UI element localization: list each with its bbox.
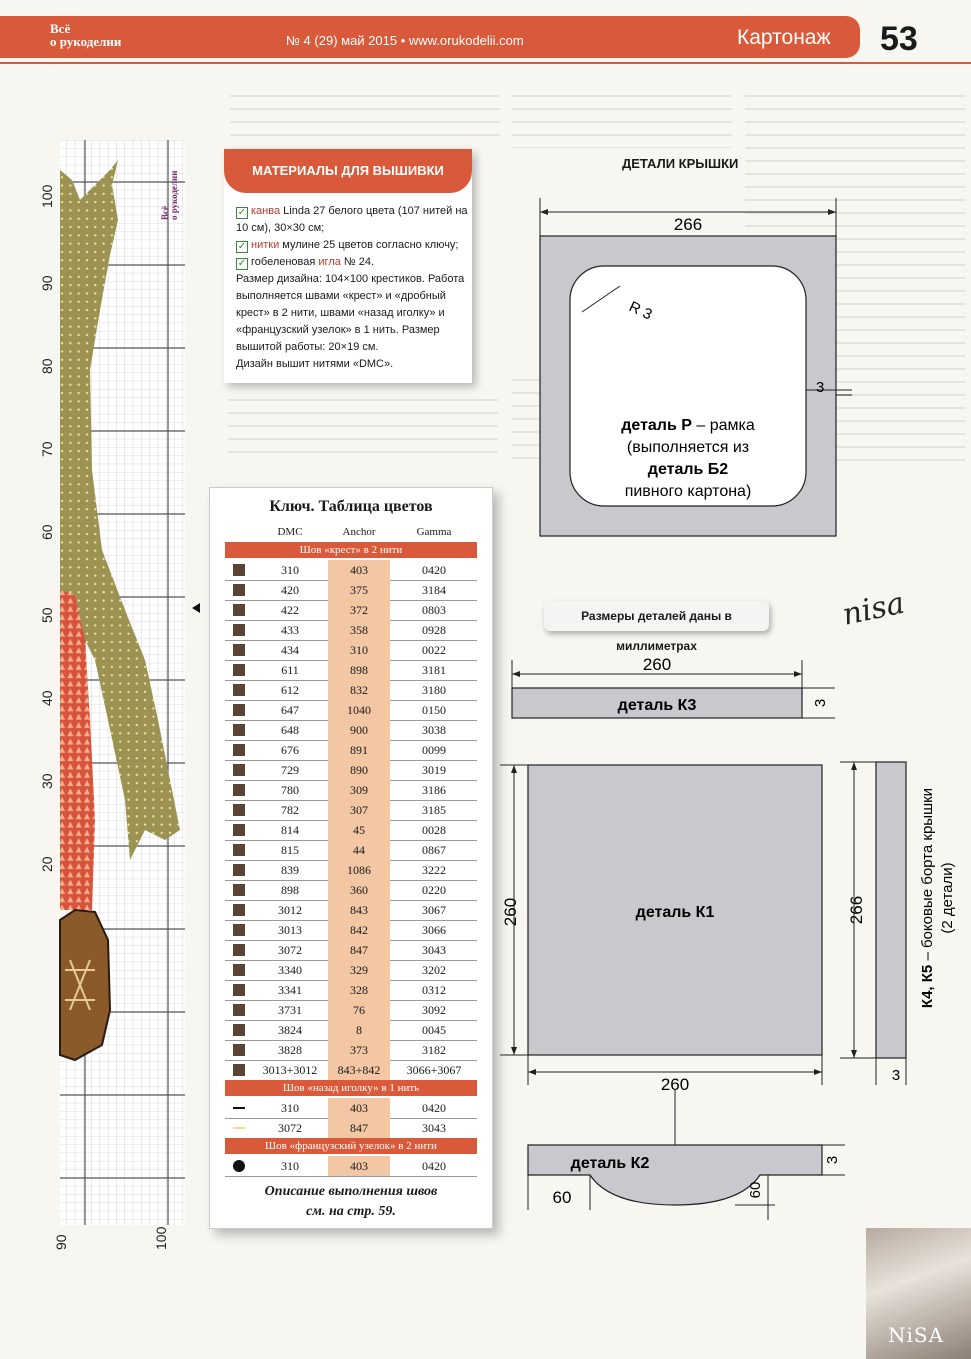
anchor-cell: 360 <box>350 883 368 897</box>
section-cross-stitch: Шов «крест» в 2 нити <box>225 542 477 558</box>
column-header-gamma: Gamma <box>416 526 452 538</box>
y-tick: 50 <box>39 607 55 623</box>
stitch-symbol-icon <box>233 984 245 996</box>
gamma-cell: 3043 <box>422 1121 446 1135</box>
anchor-cell: 847 <box>350 943 368 957</box>
stitch-symbol-icon <box>233 784 245 796</box>
k45-width-label: 3 <box>891 1067 901 1084</box>
gamma-cell: 3180 <box>422 683 446 697</box>
stitch-symbol-icon <box>233 724 245 736</box>
materials-list <box>236 203 468 373</box>
table-row <box>225 680 477 701</box>
gamma-cell: 3184 <box>422 583 446 597</box>
anchor-cell: 890 <box>350 763 368 777</box>
gamma-cell: 3202 <box>422 963 446 977</box>
gamma-cell: 3066 <box>422 923 446 937</box>
k45-label-rest: – боковые борта крышки <box>919 787 936 965</box>
p-label-bold: деталь Р <box>621 417 692 434</box>
dmc-cell: 839 <box>281 863 299 877</box>
stitch-symbol-icon <box>233 564 245 576</box>
material-text: гобеленовая <box>251 256 316 268</box>
anchor-cell: 1040 <box>347 703 371 717</box>
dmc-cell: 434 <box>281 643 299 657</box>
stamp-line2: о рукоделии <box>169 170 179 220</box>
gamma-cell: 3043 <box>422 943 446 957</box>
table-row <box>225 700 477 721</box>
table-row <box>225 1020 477 1041</box>
anchor-cell: 310 <box>350 643 368 657</box>
material-needle <box>236 254 468 271</box>
stitch-symbol-icon <box>233 824 245 836</box>
anchor-cell: 328 <box>350 983 368 997</box>
material-text: № 24. <box>343 256 375 268</box>
background-text <box>230 88 500 143</box>
anchor-cell: 329 <box>350 963 368 977</box>
k1-label: деталь К1 <box>635 904 715 921</box>
anchor-cell: 8 <box>356 1023 362 1037</box>
background-text <box>228 392 498 462</box>
stitch-symbol-icon <box>233 1024 245 1036</box>
detail-k1 <box>500 765 822 1085</box>
stitch-symbol-icon <box>233 864 245 876</box>
stitch-symbol-icon <box>233 764 245 776</box>
anchor-cell: 842 <box>350 923 368 937</box>
dmc-cell: 780 <box>281 783 299 797</box>
table-row <box>225 660 477 681</box>
k3-label: деталь К3 <box>617 697 697 714</box>
material-text: Linda 27 белого цвета (107 нитей на 10 см), 30×30 см; <box>236 205 468 234</box>
k45-label-bold: К4, К5 <box>919 964 936 1009</box>
table-row <box>225 940 477 961</box>
center-marker-icon <box>192 603 200 613</box>
dmc-cell: 676 <box>281 743 299 757</box>
stitch-symbol-icon <box>233 1064 245 1076</box>
stitch-symbol-icon <box>233 964 245 976</box>
table-row <box>225 980 477 1001</box>
table-row <box>225 860 477 881</box>
checkbox-icon: ✓ <box>237 241 247 252</box>
checkbox-icon: ✓ <box>237 258 247 269</box>
stitch-symbol-icon <box>233 1160 245 1172</box>
stitch-symbol-icon <box>233 924 245 936</box>
k2-label: деталь К2 <box>570 1155 650 1172</box>
anchor-cell: 309 <box>350 783 368 797</box>
corner-photo <box>866 1228 971 1359</box>
dmc-cell: 782 <box>281 803 299 817</box>
column-header-dmc: DMC <box>277 526 303 538</box>
gamma-cell: 3185 <box>422 803 446 817</box>
anchor-cell: 403 <box>350 563 368 577</box>
dmc-cell: 898 <box>281 883 299 897</box>
gamma-cell: 0420 <box>422 1159 446 1173</box>
anchor-cell: 891 <box>350 743 368 757</box>
logo-line2: о рукоделии <box>50 34 122 49</box>
gamma-cell: 0420 <box>422 1101 446 1115</box>
y-tick: 40 <box>39 690 55 706</box>
gamma-cell: 3067 <box>422 903 446 917</box>
table-row <box>225 720 477 741</box>
diagram-title: ДЕТАЛИ КРЫШКИ <box>622 156 739 171</box>
parts-diagram <box>500 180 956 1240</box>
anchor-cell: 373 <box>350 1043 368 1057</box>
table-row <box>225 740 477 761</box>
table-row <box>225 1118 477 1139</box>
gamma-cell: 0420 <box>422 563 446 577</box>
x-tick: 100 <box>153 1226 169 1250</box>
gamma-cell: 3182 <box>422 1043 446 1057</box>
table-row <box>225 760 477 781</box>
signature: nisa <box>839 585 908 633</box>
gamma-cell: 0928 <box>422 623 446 637</box>
checkbox-icon: ✓ <box>237 207 247 218</box>
dmc-cell: 310 <box>281 563 299 577</box>
stamp-line1: Всё <box>160 206 170 220</box>
dmc-cell: 3012 <box>278 903 302 917</box>
p-label-line4: пивного картона) <box>624 483 752 500</box>
anchor-cell: 358 <box>350 623 368 637</box>
table-row <box>225 840 477 861</box>
k2-left-label: 60 <box>552 1188 572 1207</box>
dmc-cell: 3013+3012 <box>262 1063 318 1077</box>
anchor-cell: 843+842 <box>337 1063 381 1077</box>
page-header <box>0 16 971 70</box>
dmc-cell: 612 <box>281 683 299 697</box>
stitch-symbol-icon <box>233 904 245 916</box>
material-keyword: канва <box>251 205 281 217</box>
y-axis-labels <box>39 184 55 872</box>
p-border-label: 3 <box>816 379 825 396</box>
p-label-line2: (выполняется из <box>626 439 750 456</box>
table-row <box>225 1098 477 1119</box>
material-keyword: игла <box>318 256 341 268</box>
anchor-cell: 832 <box>350 683 368 697</box>
anchor-cell: 45 <box>353 823 365 837</box>
p-label-line1 <box>621 417 755 434</box>
p-label-line3: деталь Б2 <box>647 461 729 478</box>
k45-label-line1 <box>919 788 936 1008</box>
table-row <box>225 560 477 581</box>
stitch-symbol-icon <box>233 944 245 956</box>
table-row <box>225 1060 477 1081</box>
stitch-note-line2: см. на стр. 59. <box>306 1204 396 1219</box>
table-row <box>225 900 477 921</box>
dmc-cell: 611 <box>281 663 299 677</box>
k3-height-label: 3 <box>812 698 829 708</box>
p-radius-label: R 3 <box>626 298 655 324</box>
y-tick: 30 <box>39 773 55 789</box>
dmc-cell: 422 <box>281 603 299 617</box>
dmc-cell: 729 <box>281 763 299 777</box>
gamma-cell: 3186 <box>422 783 446 797</box>
table-row <box>225 800 477 821</box>
stitch-symbol-icon <box>233 584 245 596</box>
gamma-cell: 0867 <box>422 843 446 857</box>
p-width-label: 266 <box>673 215 703 234</box>
table-row <box>225 880 477 901</box>
dmc-cell: 310 <box>281 1101 299 1115</box>
gamma-cell: 3222 <box>422 863 446 877</box>
table-row <box>225 1000 477 1021</box>
dmc-cell: 3340 <box>278 963 302 977</box>
stitch-note <box>210 1182 492 1222</box>
y-tick: 70 <box>39 441 55 457</box>
k1-width-label: 260 <box>660 1075 690 1094</box>
section-french-knot: Шов «французский узелок» в 2 нити <box>225 1138 477 1154</box>
material-canvas <box>236 203 468 237</box>
watermark-text: NiSA <box>888 1323 945 1347</box>
anchor-cell: 403 <box>350 1159 368 1173</box>
stitch-symbol-icon <box>233 704 245 716</box>
gamma-cell: 0803 <box>422 603 446 617</box>
gamma-cell: 0150 <box>422 703 446 717</box>
table-row <box>225 920 477 941</box>
dmc-cell: 420 <box>281 583 299 597</box>
material-threads <box>236 237 468 254</box>
anchor-cell: 403 <box>350 1101 368 1115</box>
table-row <box>225 600 477 621</box>
anchor-cell: 375 <box>350 583 368 597</box>
design-size: Размер дизайна: 104×100 крестиков. Работа выполняется швами «крест» и «дробный крест» в 2 нити, швами «назад иголку» и «французский узелок» в 1 нить. Размер вышитой работы: 20×19 см. <box>236 273 465 353</box>
dmc-cell: 3072 <box>278 1121 302 1135</box>
stitch-symbol-icon <box>233 1107 245 1109</box>
anchor-cell: 898 <box>350 663 368 677</box>
k3-width-label: 260 <box>642 655 672 674</box>
dmc-cell: 3341 <box>278 983 302 997</box>
stitch-symbol-icon <box>233 744 245 756</box>
table-row <box>225 1156 477 1177</box>
key-title: Ключ. Таблица цветов <box>269 498 433 515</box>
dmc-cell: 3013 <box>278 923 302 937</box>
anchor-cell: 372 <box>350 603 368 617</box>
material-text: мулине 25 цветов согласно ключу; <box>282 239 459 251</box>
background-text <box>512 88 732 148</box>
anchor-cell: 1086 <box>347 863 371 877</box>
stitch-note-line1: Описание выполнения швов <box>264 1184 438 1199</box>
dmc-cell: 3828 <box>278 1043 302 1057</box>
header-divider <box>0 62 971 64</box>
materials-title: МАТЕРИАЛЫ ДЛЯ ВЫШИВКИ <box>224 149 472 193</box>
anchor-cell: 44 <box>353 843 365 857</box>
dmc-cell: 433 <box>281 623 299 637</box>
gamma-cell: 3066+3067 <box>406 1063 462 1077</box>
logo-line1: Всё <box>50 21 71 36</box>
y-tick: 20 <box>39 856 55 872</box>
y-tick: 80 <box>39 358 55 374</box>
stitch-symbol-icon <box>233 884 245 896</box>
issue-info: № 4 (29) май 2015 • www.orukodelii.com <box>286 33 524 48</box>
dmc-cell: 647 <box>281 703 299 717</box>
gamma-cell: 3019 <box>422 763 446 777</box>
color-key-table <box>209 487 493 1229</box>
table-row <box>225 620 477 641</box>
gamma-cell: 3092 <box>422 1003 446 1017</box>
section-backstitch: Шов «назад иголку» в 1 нить <box>225 1080 477 1096</box>
dimensions-note: Размеры деталей даны в миллиметрах <box>544 601 769 631</box>
gamma-cell: 0220 <box>422 883 446 897</box>
x-axis-labels <box>53 1226 169 1250</box>
y-tick: 90 <box>39 275 55 291</box>
anchor-cell: 847 <box>350 1121 368 1135</box>
gamma-cell: 3038 <box>422 723 446 737</box>
gamma-cell: 0028 <box>422 823 446 837</box>
k45-label-line2: (2 детали) <box>939 862 956 934</box>
anchor-cell: 843 <box>350 903 368 917</box>
anchor-cell: 900 <box>350 723 368 737</box>
gamma-cell: 3181 <box>422 663 446 677</box>
materials-box <box>224 149 472 383</box>
page-number: 53 <box>880 20 918 58</box>
table-row <box>225 580 477 601</box>
k1-height-label: 260 <box>501 897 520 927</box>
k45-height-label: 266 <box>847 895 866 925</box>
stitch-symbol-icon <box>233 1044 245 1056</box>
table-row <box>225 780 477 801</box>
gamma-cell: 0022 <box>422 643 446 657</box>
dmc-cell: 3731 <box>278 1003 302 1017</box>
stitch-symbol-icon <box>233 684 245 696</box>
stitch-symbol-icon <box>233 664 245 676</box>
column-header-anchor: Anchor <box>342 526 376 538</box>
magazine-logo <box>50 22 121 48</box>
dmc-cell: 310 <box>281 1159 299 1173</box>
table-row <box>225 820 477 841</box>
section-title: Картонаж <box>737 26 831 49</box>
stitch-symbol-icon <box>233 804 245 816</box>
k2-height-label: 3 <box>824 1155 841 1165</box>
y-tick: 100 <box>39 184 55 208</box>
stitch-symbol-icon <box>233 844 245 856</box>
stitch-symbol-icon <box>233 644 245 656</box>
dmc-cell: 3072 <box>278 943 302 957</box>
gamma-cell: 0312 <box>422 983 446 997</box>
gamma-cell: 0099 <box>422 743 446 757</box>
table-row <box>225 1040 477 1061</box>
dmc-cell: 3824 <box>278 1023 302 1037</box>
p-label-rest: – рамка <box>691 417 755 434</box>
basket-motif <box>60 910 110 1060</box>
stitch-symbol-icon <box>233 624 245 636</box>
x-tick: 90 <box>53 1234 69 1250</box>
stitch-symbol-icon <box>233 604 245 616</box>
table-row <box>225 640 477 661</box>
stitch-symbol-icon <box>233 1127 245 1129</box>
dmc-cell: 815 <box>281 843 299 857</box>
stitch-symbol-icon <box>233 1004 245 1016</box>
design-thread-brand: Дизайн вышит нитями «DMC». <box>236 358 394 370</box>
cross-stitch-chart <box>0 140 210 1250</box>
material-keyword: нитки <box>251 239 280 251</box>
table-row <box>225 960 477 981</box>
dmc-cell: 648 <box>281 723 299 737</box>
gamma-cell: 0045 <box>422 1023 446 1037</box>
k2-depth-label: 60 <box>747 1181 764 1199</box>
anchor-cell: 307 <box>350 803 368 817</box>
dmc-cell: 814 <box>281 823 299 837</box>
anchor-cell: 76 <box>353 1003 365 1017</box>
y-tick: 60 <box>39 524 55 540</box>
